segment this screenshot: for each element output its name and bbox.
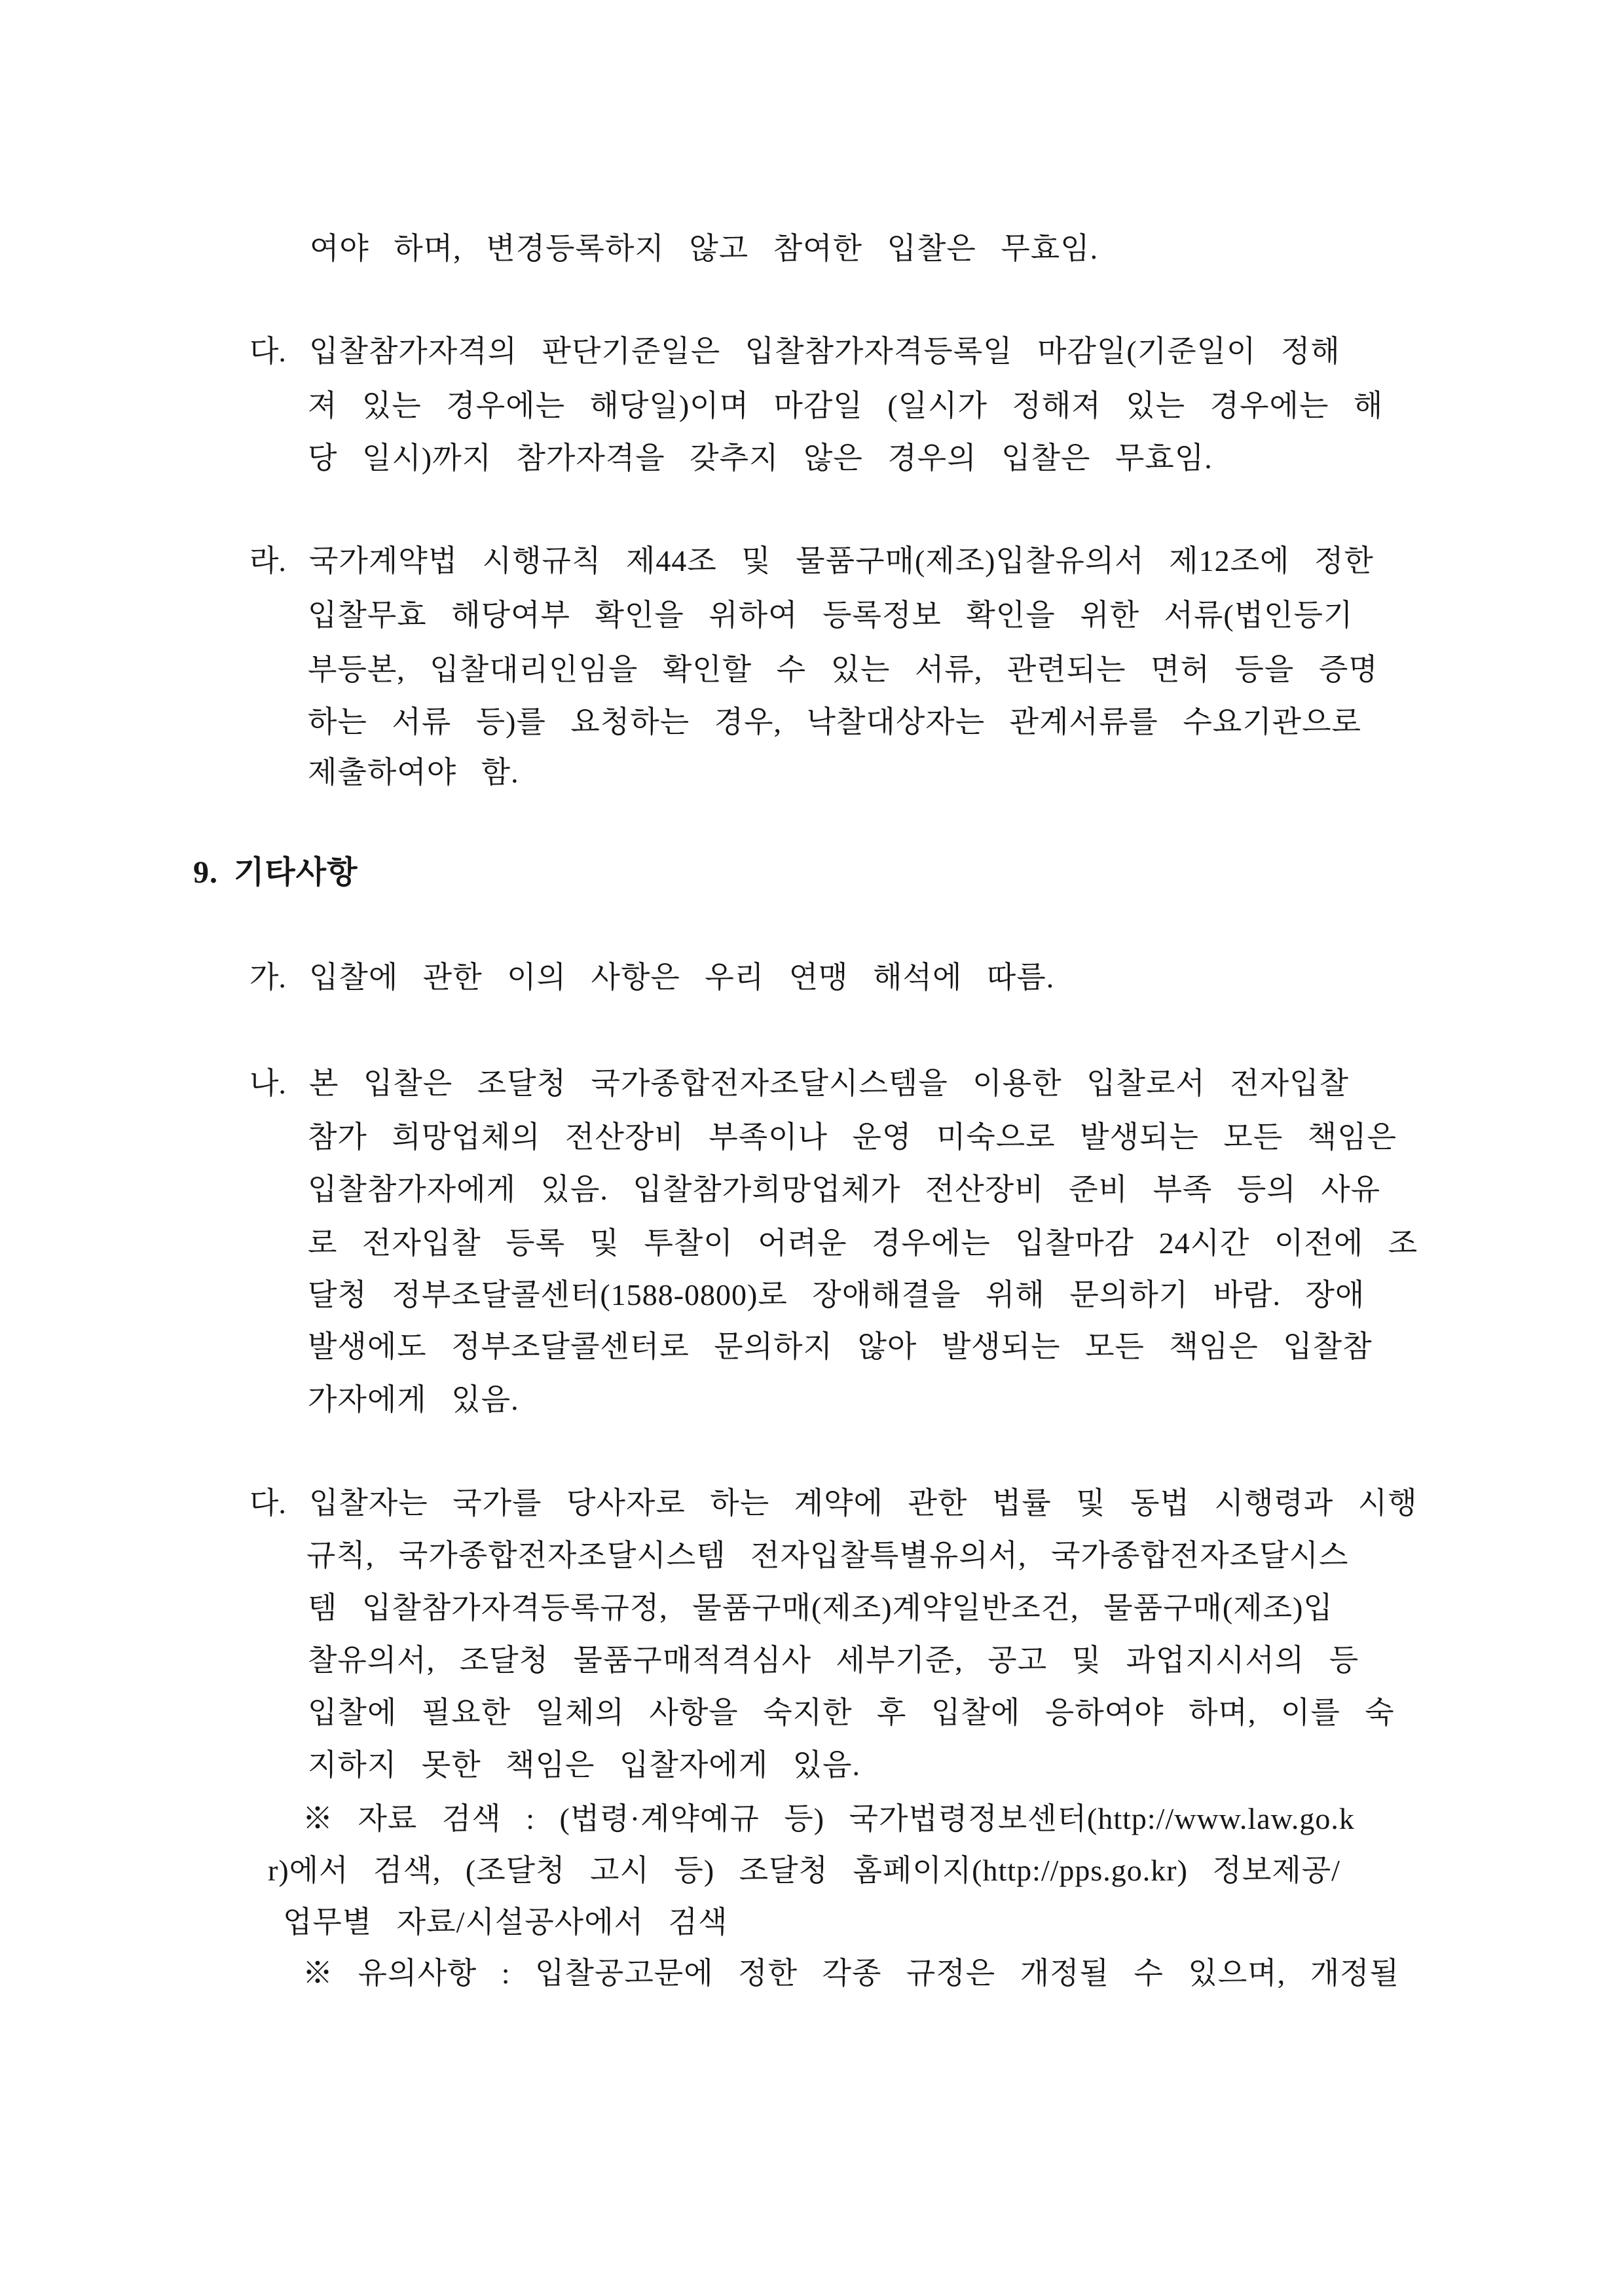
carryover-line: 여야 하며, 변경등록하지 않고 참여한 입찰은 무효임.	[310, 232, 1099, 265]
item-marker-da-qual: 다.	[249, 335, 286, 368]
item-marker-da-laws: 다.	[249, 1486, 286, 1520]
item-line: 달청 정부조달콜센터(1588-0800)로 장애해결을 위해 문의하기 바람. 장애	[308, 1278, 1365, 1312]
item-line: 찰유의서, 조달청 물품구매적격심사 세부기준, 공고 및 과업지시서의 등	[308, 1643, 1359, 1677]
item-line: 가자에게 있음.	[308, 1383, 519, 1416]
item-line: 제출하여야 함.	[308, 756, 519, 789]
item-line: 지하지 못한 책임은 입찰자에게 있음.	[308, 1748, 861, 1782]
item-line: 국가계약법 시행규칙 제44조 및 물품구매(제조)입찰유의서 제12조에 정한	[309, 544, 1374, 578]
section-title: 기타사항	[234, 855, 358, 890]
item-line: 규칙, 국가종합전자조달시스템 전자입찰특별유의서, 국가종합전자조달시스	[306, 1539, 1349, 1572]
item-marker-na: 나.	[249, 1067, 286, 1100]
item-line: 발생에도 정부조달콜센터로 문의하지 않아 발생되는 모든 책임은 입찰참	[308, 1330, 1373, 1363]
note-line: 업무별 자료/시설공사에서 검색	[283, 1905, 728, 1939]
item-line: 입찰무효 해당여부 확인을 위하여 등록정보 확인을 위한 서류(법인등기	[308, 598, 1354, 632]
section-number: 9.	[193, 855, 218, 890]
item-line: 부등본, 입찰대리인임을 확인할 수 있는 서류, 관련되는 면허 등을 증명	[308, 653, 1378, 686]
item-line: 입찰참가자격의 판단기준일은 입찰참가자격등록일 마감일(기준일이 정해	[309, 335, 1340, 368]
item-line: 템 입찰참가자격등록규정, 물품구매(제조)계약일반조건, 물품구매(제조)입	[308, 1591, 1333, 1625]
item-marker-ra-docs: 라.	[249, 544, 286, 578]
note-line: r)에서 검색, (조달청 고시 등) 조달청 홈페이지(http://pps.go.kr) 정보제공/	[268, 1854, 1340, 1887]
item-line: 참가 희망업체의 전산장비 부족이나 운영 미숙으로 발생되는 모든 책임은	[308, 1120, 1397, 1154]
item-line: 져 있는 경우에는 해당일)이며 마감일 (일시가 정해져 있는 경우에는 해	[308, 389, 1384, 422]
item-line: 입찰자는 국가를 당사자로 하는 계약에 관한 법률 및 동법 시행령과 시행	[309, 1486, 1418, 1520]
item-line: 입찰에 필요한 일체의 사항을 숙지한 후 입찰에 응하여야 하며, 이를 숙	[308, 1696, 1395, 1729]
item-line: 본 입찰은 조달청 국가종합전자조달시스템을 이용한 입찰로서 전자입찰	[309, 1067, 1350, 1100]
item-line: 당 일시)까지 참가자격을 갖추지 않은 경우의 입찰은 무효임.	[308, 441, 1213, 475]
item-line: 로 전자입찰 등록 및 투찰이 어려운 경우에는 입찰마감 24시간 이전에 조	[308, 1226, 1418, 1260]
item-line: 입찰참가자에게 있음. 입찰참가희망업체가 전산장비 준비 부족 등의 사유	[308, 1173, 1381, 1206]
note-line-caution: ※ 유의사항 : 입찰공고문에 정한 각종 규정은 개정될 수 있으며, 개정될	[303, 1956, 1400, 1990]
item-line: 하는 서류 등)를 요청하는 경우, 낙찰대상자는 관계서류를 수요기관으로	[308, 705, 1361, 739]
item-line: 입찰에 관한 이의 사항은 우리 연맹 해석에 따름.	[309, 961, 1055, 994]
note-line-data-search: ※ 자료 검색 : (법령·계약예규 등) 국가법령정보센터(http://www.law.go.k	[303, 1802, 1355, 1835]
item-marker-ga: 가.	[249, 961, 286, 994]
